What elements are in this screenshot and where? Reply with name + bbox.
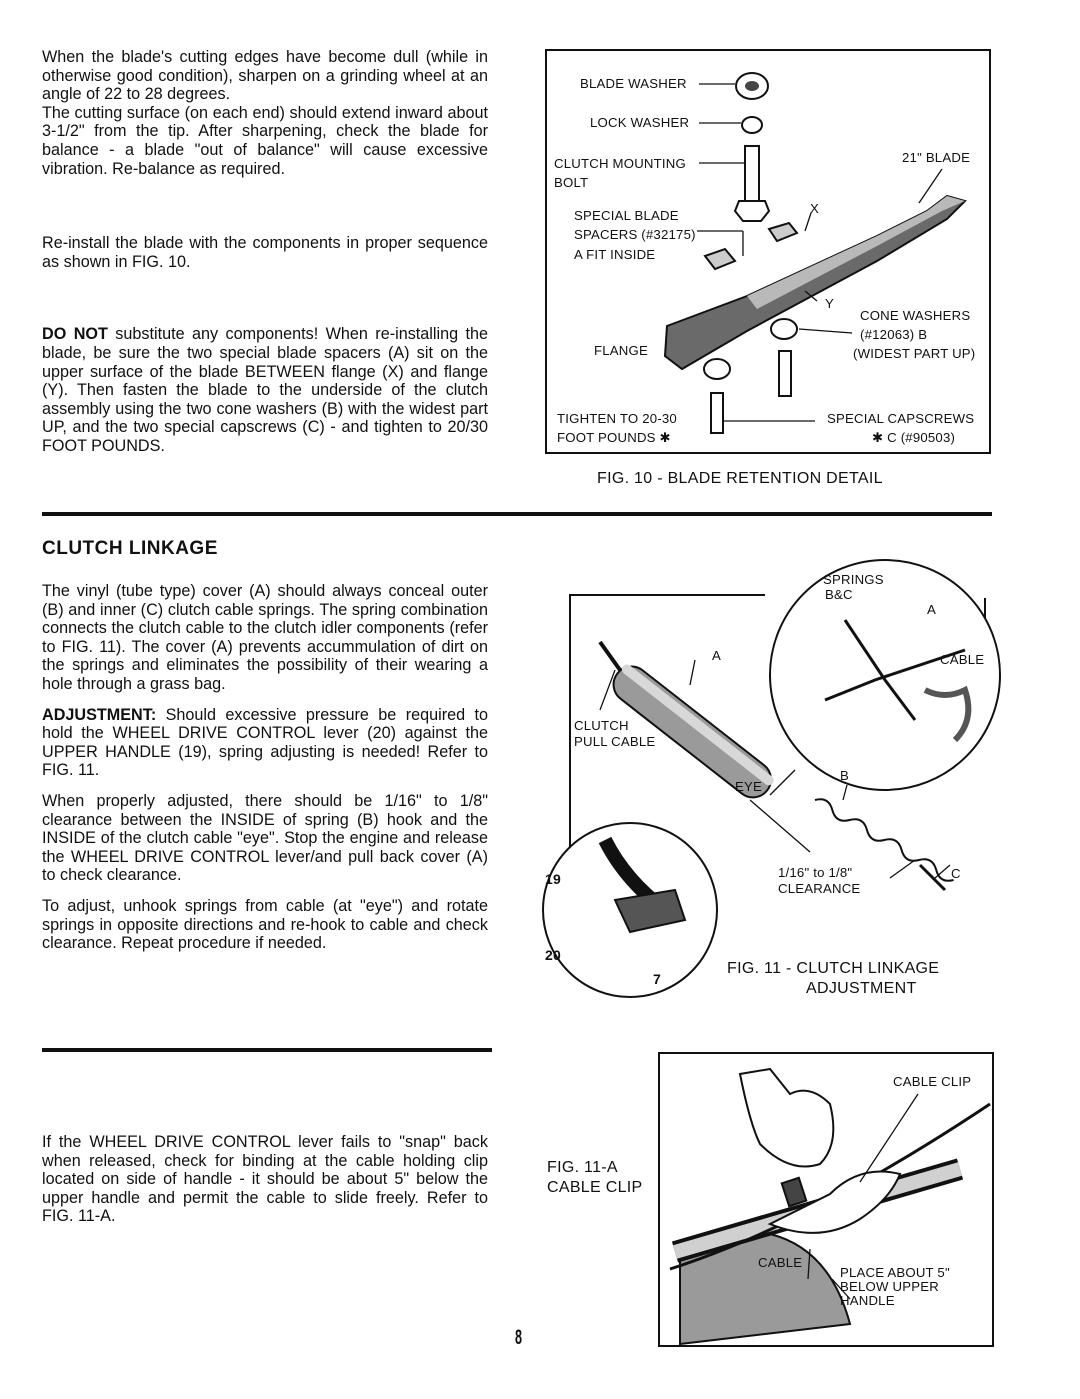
fig11a-caption-line2: CABLE CLIP xyxy=(547,1179,643,1196)
label-21-blade: 21" BLADE xyxy=(902,150,971,165)
label-a-inset: A xyxy=(927,602,936,617)
label-x: X xyxy=(810,201,819,216)
label-special-capscrews: SPECIAL CAPSCREWS xyxy=(827,411,975,426)
label-20: 20 xyxy=(545,947,561,963)
fig11-caption-line1: FIG. 11 - CLUTCH LINKAGE xyxy=(727,960,940,977)
label-cone-part: (#12063) B xyxy=(860,327,928,342)
label-19: 19 xyxy=(545,871,561,887)
adjustment-paragraph xyxy=(42,706,488,780)
label-widest-part: (WIDEST PART UP) xyxy=(853,346,976,361)
label-cable: CABLE xyxy=(758,1255,803,1270)
capscrew-right xyxy=(779,351,791,396)
cutting-surface-paragraph: The cutting surface (on each end) should extend inward about 3-1/2" from the tip. After sharpening, check the blade for balance - a blade "out of balance" will cause excessive vibration. Re-balance as required. xyxy=(42,103,488,178)
fig11-illustration xyxy=(545,560,993,1000)
adjustment-emphasis: ADJUSTMENT: xyxy=(42,705,157,724)
adjustment-body: Should excessive pressure be required to hold the WHEEL DRIVE CONTROL lever (20) against the UPPER HANDLE (19), spring adjusting is needed! Refer to FIG. 11. xyxy=(42,705,488,780)
hand-upper-shape xyxy=(740,1069,833,1167)
label-lock-washer: LOCK WASHER xyxy=(590,115,690,130)
fig10-box xyxy=(545,49,991,454)
clutch-text-block xyxy=(42,582,488,953)
springs-inset-circle xyxy=(770,560,1000,790)
do-not-emphasis: DO NOT xyxy=(42,325,108,344)
do-not-substitute-paragraph xyxy=(42,325,488,455)
label-eye: EYE xyxy=(735,779,762,794)
section-divider xyxy=(42,512,992,516)
reinstall-paragraph: Re-install the blade with the components in proper sequence as shown in FIG. 10. xyxy=(42,234,488,271)
cable-clip-divider xyxy=(42,1048,492,1052)
label-tighten: TIGHTEN TO 20-30 xyxy=(557,411,677,426)
cable-clip-paragraph: If the WHEEL DRIVE CONTROL lever fails to "snap" back when released, check for binding at the cable holding clip located on side of handle - it should be about 5" below the upper handle and permit the cable to slide freely. Refer to FIG. 11-A. xyxy=(42,1133,488,1226)
label-springs: SPRINGS xyxy=(823,572,884,587)
label-c-spring: C xyxy=(951,866,961,881)
cone-washer-right xyxy=(771,319,797,339)
fig10-caption: FIG. 10 - BLADE RETENTION DETAIL xyxy=(597,470,883,487)
label-handle: HANDLE xyxy=(840,1293,895,1308)
label-fit-inside: A FIT INSIDE xyxy=(574,247,656,262)
sharpen-paragraph: When the blade's cutting edges have become dull (while in otherwise good condition), sharpen on a grinding wheel at an angle of 22 to 28 degrees. xyxy=(42,48,488,104)
label-blade-washer: BLADE WASHER xyxy=(580,76,687,91)
label-capscrew-part: ✱ C (#90503) xyxy=(872,430,956,445)
label-7: 7 xyxy=(653,971,661,987)
mounting-bolt-shape xyxy=(745,146,759,201)
label-flange: FLANGE xyxy=(594,343,648,358)
clearance-paragraph: When properly adjusted, there should be 1/16" to 1/8" clearance between the INSIDE of spring (B) hook and the INSIDE of the clutch cable "eye". Stop the engine and release the WHEEL DRIVE CONTROL lever/and pull back cover (A) to check clearance. xyxy=(42,791,488,885)
cone-washer-left xyxy=(704,359,730,379)
label-below-upper: BELOW UPPER xyxy=(840,1279,939,1294)
label-pull-cable: PULL CABLE xyxy=(574,734,656,749)
spacer-a-right xyxy=(769,223,797,241)
cable-clip-shape xyxy=(782,1178,807,1206)
label-clutch: CLUTCH xyxy=(574,718,629,733)
spacer-a-left xyxy=(705,249,735,269)
label-spacers: SPACERS (#32175) xyxy=(574,227,696,242)
lock-washer-shape xyxy=(742,117,762,133)
capscrew-left xyxy=(711,393,723,433)
label-b-and-c: B&C xyxy=(825,587,853,602)
label-cone-washers: CONE WASHERS xyxy=(860,308,971,323)
label-a-cover: A xyxy=(712,648,721,663)
label-place-about: PLACE ABOUT 5" xyxy=(840,1265,950,1280)
fig11a-caption-line1: FIG. 11-A xyxy=(547,1159,618,1176)
fig11a-illustration xyxy=(660,1054,996,1349)
label-special-blade: SPECIAL BLADE xyxy=(574,208,679,223)
do-not-body: substitute any components! When re-installing the blade, be sure the two special blade spacers (A) sit on the upper surface of the blade BETWEEN flange (X) and flange (Y). Then fasten the blade to the underside of the clutch assembly using the two cone washers (B) with the widest part UP, and the two special capscrews (C) - and tighten to 20/30 FOOT POUNDS. xyxy=(42,325,489,455)
readjust-paragraph: To adjust, unhook springs from cable (at "eye") and rotate springs in opposite directions and re-hook to cable and check clearance. Repeat procedure if needed. xyxy=(42,896,488,953)
vinyl-cover-paragraph: The vinyl (tube type) cover (A) should always conceal outer (B) and inner (C) clutch cable springs. The spring combination connects the clutch cable to the clutch idler components (refer to FIG. 11). The cover (A) prevents accummulation of dirt on the springs and eliminates the possibility of their wearing a hole through a grass bag. xyxy=(42,582,488,693)
label-b-spring: B xyxy=(840,768,849,783)
label-y: Y xyxy=(825,296,834,311)
label-bolt: BOLT xyxy=(554,175,589,190)
label-clearance-value: 1/16" to 1/8" xyxy=(778,865,853,880)
fig11-area xyxy=(545,560,993,1000)
label-clutch-mounting: CLUTCH MOUNTING xyxy=(554,156,686,171)
label-clearance: CLEARANCE xyxy=(778,881,861,896)
label-cable-inset: CABLE xyxy=(940,652,985,667)
label-cable-clip: CABLE CLIP xyxy=(893,1074,972,1089)
page-number: 8 xyxy=(515,1326,523,1349)
fig11a-box xyxy=(658,1052,994,1347)
fig11-caption-line2: ADJUSTMENT xyxy=(806,980,917,997)
label-foot-pounds: FOOT POUNDS ✱ xyxy=(557,430,671,445)
blade-text-block xyxy=(42,48,488,456)
clutch-heading: CLUTCH LINKAGE xyxy=(42,538,218,559)
